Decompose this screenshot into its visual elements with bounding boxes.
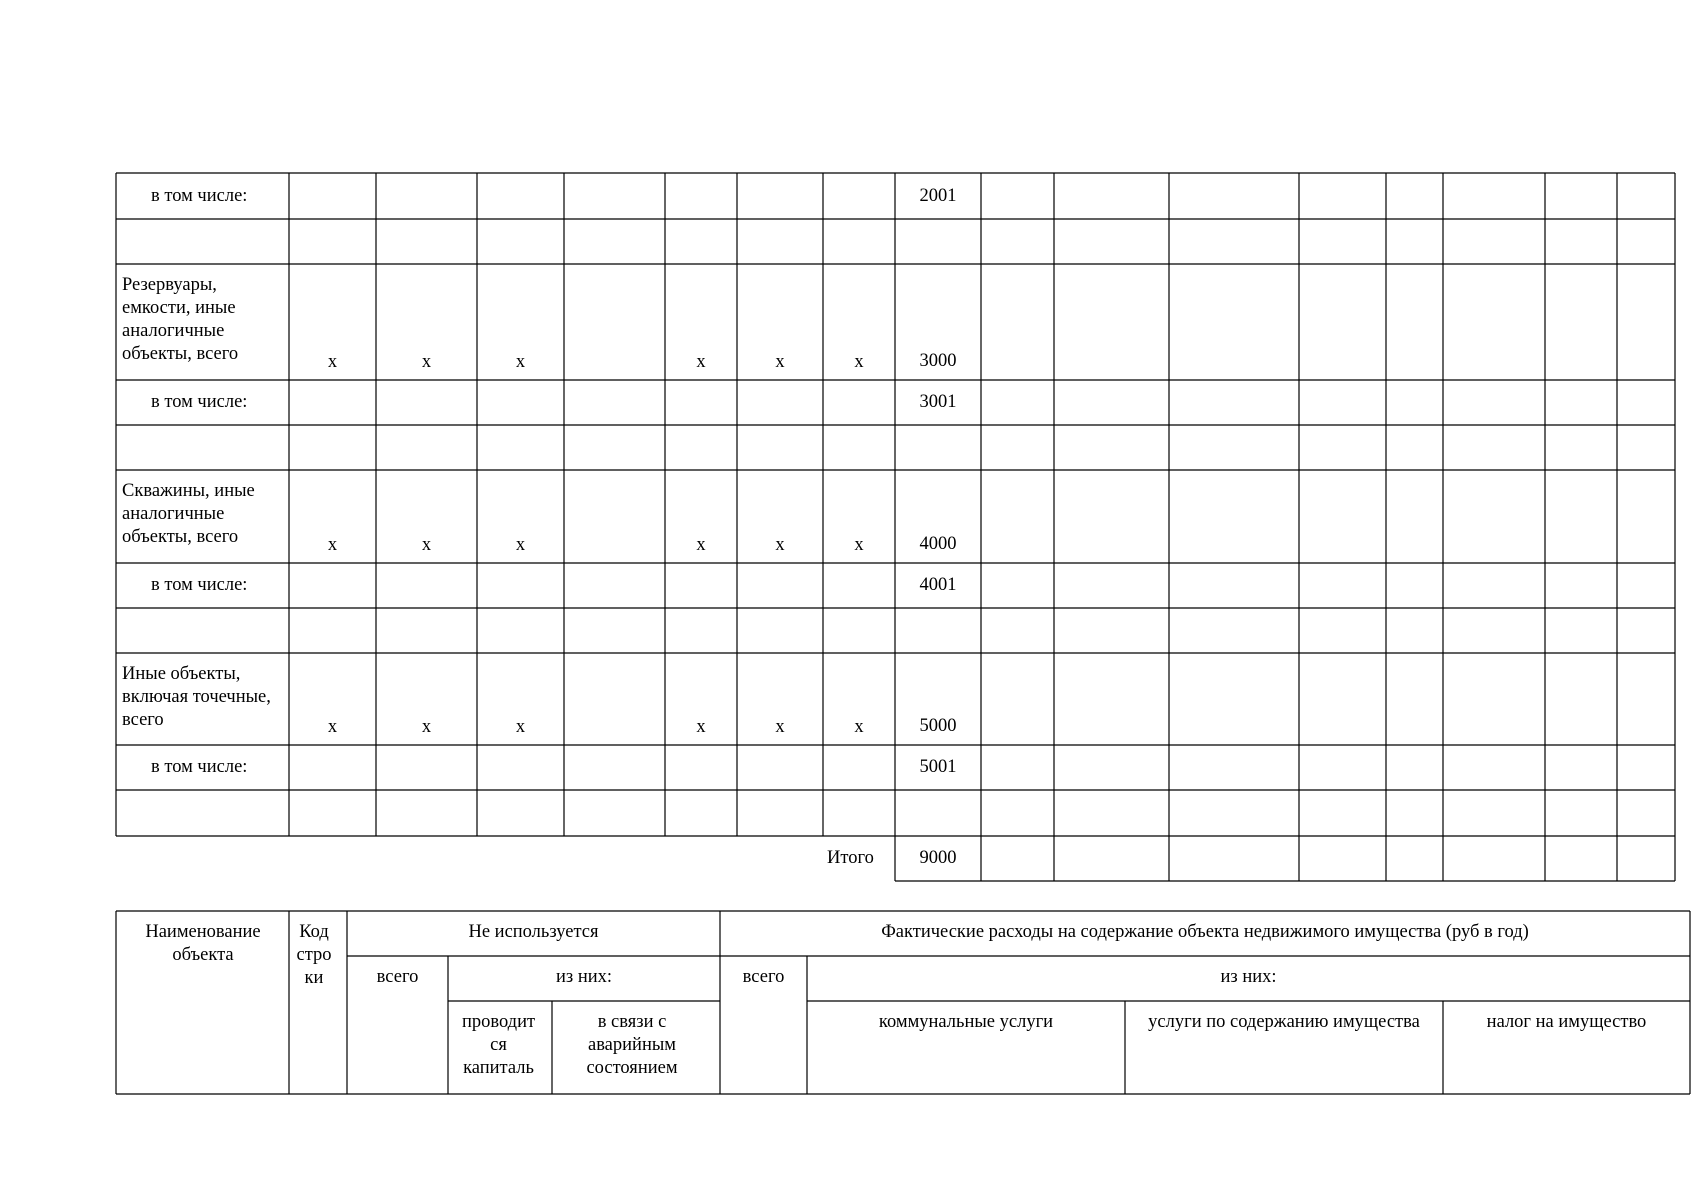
header-capital-repair: проводит ся капиталь [461,1012,536,1078]
x-mark: x [515,535,526,555]
header-expenses-of-them: из них: [1220,967,1277,987]
x-mark: x [421,352,432,372]
x-mark: x [515,352,526,372]
row-label: в том числе: [151,392,248,412]
row-label: Резервуары, емкости, иные аналогичные объекты, всего [122,275,239,364]
row-code: 3000 [919,351,957,371]
row-label: в том числе: [151,185,248,206]
x-mark: x [696,352,706,372]
x-mark: x [696,717,706,737]
x-mark: x [327,717,338,737]
row-code: 5000 [919,716,957,736]
row-label: в том числе: [151,575,248,595]
row-label: Иные объекты, включая точечные, всего [122,664,271,730]
x-mark: x [421,535,432,555]
x-mark: x [775,352,785,372]
row-code: 4001 [919,575,957,595]
header-row-code: Код стро ки [296,922,332,988]
header-maintenance: услуги по содержанию имущества [1148,1012,1420,1032]
row-code: 2001 [919,185,957,206]
header-property-tax: налог на имущество [1486,1012,1647,1032]
x-mark: x [854,717,864,737]
row-code: 4000 [919,534,957,554]
header-not-used-of-them: из них: [555,967,613,987]
header-not-used: Не используется [468,922,599,942]
x-mark: x [775,717,785,737]
header-object-name: Наименование объекта [145,922,261,965]
row-code: 5001 [919,757,957,777]
x-mark: x [421,717,432,737]
x-mark: x [854,352,864,372]
header-utilities: коммунальные услуги [878,1012,1054,1032]
total-label: Итого [827,848,874,868]
x-mark: x [854,535,864,555]
x-mark: x [775,535,785,555]
x-mark: x [515,717,526,737]
row-label: в том числе: [151,757,248,777]
x-mark: x [696,535,706,555]
header-not-used-total: всего [376,967,419,987]
header-expenses-total: всего [742,967,785,987]
x-mark: x [327,352,338,372]
row-label: Скважины, иные аналогичные объекты, всего [122,481,255,547]
total-code: 9000 [919,848,957,868]
header-emergency-state: в связи с аварийным состоянием [586,1012,678,1078]
header-actual-expenses: Фактические расходы на содержание объекта недвижимого имущества (руб в год) [881,922,1529,942]
row-code: 3001 [919,392,957,412]
x-mark: x [327,535,338,555]
